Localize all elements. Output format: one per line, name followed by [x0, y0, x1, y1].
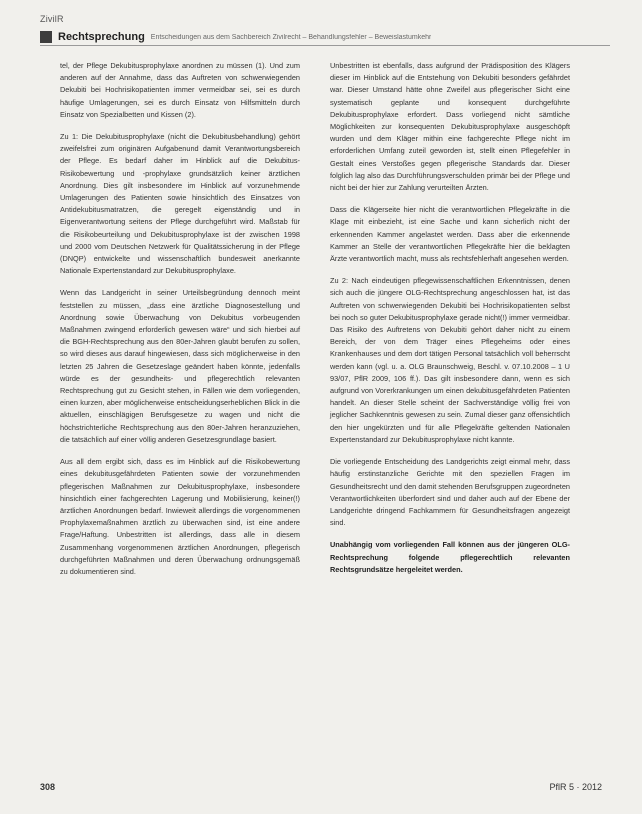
paragraph: Aus all dem ergibt sich, dass es im Hinblick auf die Risikobewertung eines dekubitusgefährdeten Patienten sowie der vorzunehmenden pflegerischen Maßnahmen zur Dekubitusprophylaxe, insbesondere hinsichtlich einer fachgerechten Lagerung und Mobilisierung, keiner(!) ärztlichen Anordnungen bedarf. Inwieweit allerdings die vorgenommenen Prophylaxemaßnahmen ärztlich zu überwachen sind, ist eine andere Frage/Haftung. Unbestritten ist allerdings, dass alle in diesem Zusammenhang vorgenommenen ärztlichen Anordnungen, pflegerisch durchgeführten Maßnahmen und deren Überwachung ordnungsgemäß zu dokumentieren sind.	[60, 457, 300, 576]
paragraph: Wenn das Landgericht in seiner Urteilsbegründung dennoch meint feststellen zu müssen, „dass eine ärztliche Diagnosestellung und Anordnung sowie Überwachung von Dekubitus vorbeugenden Maßnahmen zwingend erforderlich gewesen wäre“ und sich hierbei auf die BGH-Rechtsprechung aus den 80er-Jahren glaubt berufen zu sollen, so wird dieses aus darauf hingewiesen, dass sich möglicherweise in den letzten 25 Jahren die Gesetzeslage geändert haben könnte, jedenfalls würde es der gesundheits- und pflegerechtlich relevanten Rechtsprechung gut zu Gesicht stehen, in Fällen wie dem vorliegenden, einen kurzen, aber möglicherweise entscheidungserheblichen Blick in die aktuellen, einschlägigen Berufsgesetze zu wagen und nicht die höchstrichterliche Rechtsprechung aus den 80er-Jahren heranzuziehen, die tatsächlich auf einer völlig anderen Gesetzesgrundlage basiert.	[60, 288, 300, 444]
header-subtitle: Entscheidungen aus dem Sachbereich Zivilrecht – Behandlungsfehler – Beweislastumkehr	[150, 33, 432, 41]
header-title: Rechtsprechung	[58, 31, 145, 43]
left-column	[60, 60, 300, 588]
paragraph: tel, der Pflege Dekubitusprophylaxe anordnen zu müssen (1). Und zum anderen auf der Annahme, dass das Auftreten von schwerwiegenden Dekubiti bei Hochrisikopatienten immer vermeidbar sei, sei es durch häufige Umlagerungen, sei es durch Einsatz von Hilfsmitteln durch Einsatz von Spezialbetten und Kissen (2).	[60, 61, 300, 119]
page-header	[40, 29, 610, 46]
page-number: 308	[40, 782, 56, 792]
section-label: ZivilR	[40, 14, 64, 24]
journal-citation: PflR 5 · 2012	[549, 782, 602, 792]
page-footer	[40, 782, 612, 794]
paragraph: Unbestritten ist ebenfalls, dass aufgrund der Prädisposition des Klägers dieser im Hinblick auf die Entstehung von Dekubiti besonders gefährdet war. Dieser Umstand hätte ohne Zweifel aus pflegerischer Sicht eine systematisch geplante und konsequent durchgeführte Dekubitusprophylaxe erfordert. Dass vorliegend nicht sämtliche Möglichkeiten zur konsequenten Dekubitusprophylaxe ausgeschöpft wurden und dem Kläger mithin eine fachgerechte Pflege nicht im erforderlichen Umfang zuteil geworden ist, stellt einen Pflegefehler in Gestalt eines Verstoßes gegen pflegerische Standards dar. Dieser folglich lag also das Durchführungsverschulden primär bei der Pflege und nicht bei der hier zur Zahlung verurteilten Ärzten.	[330, 61, 570, 193]
paragraph: Die vorliegende Entscheidung des Landgerichts zeigt einmal mehr, dass häufig erstinstanzliche Gerichte mit den speziellen Fragen im Gesundheitsrecht und den damit stehenden Berufsgruppen zugeordneten Verantwortlichkeiten überfordert sind und daher auch auf der Ebene der Landgerichte dringend Fachkammern für Gesundheitsfragen angezeigt sind.	[330, 457, 570, 528]
header-marker-square	[40, 31, 52, 43]
paragraph-bold: Unabhängig vom vorliegenden Fall können aus der jüngeren OLG-Rechtsprechung folgende pflegerechtlich relevanten Rechtsgrundsätze hergeleitet werden.	[330, 540, 570, 574]
paragraph: Zu 1: Die Dekubitusprophylaxe (nicht die Dekubitusbehandlung) gehört zweifelsfrei zum originären Aufgabenund damit Verantwortungsbereich der Pflege. Es bedarf daher im Hinblick auf die Dekubitus-Risikobewertung und -prophylaxe grundsätzlich keiner ärztlichen Anordnung. Dies gilt insbesondere im Hinblick auf vorzunehmende Umlagerungen des Patienten sowie hinsichtlich des Einsatzes von Antidekubitusmatratzen, die geregelt eigenständig und in Eigenverantwortung seitens der Pflege durchgeführt wird. Maßstab für die Risikobeurteilung und Dekubitusprophylaxe ist der zwischen 1998 und 2000 vom Deutschen Netzwerk für Qualitätssicherung in der Pflege (DNQP) entwickelte und wissenschaftlich bundesweit anerkannte Nationale Expertenstandard zur Dekubitusprophylaxe.	[60, 132, 300, 276]
paragraph: Zu 2: Nach eindeutigen pflegewissenschaftlichen Erkenntnissen, denen sich auch die jüngere OLG-Rechtsprechung angeschlossen hat, ist das Auftreten von schwerwiegenden Dekubiti bei Hochrisikopatienten selbst bei noch so guter Dekubitusprophylaxe gerade nicht(!) immer vermeidbar. Das Risiko des Auftretens von Dekubiti gehört daher nicht zu einem Bereich, der von dem Träger eines Pflegeheims oder eines Krankenhauses und dem dort tätigen Personal tatsächlich voll beherrscht werden kann (vgl. u. a. OLG Braunschweig, Beschl. v. 07.10.2008 – 1 U 93/07, PflR 2009, 106 ff.). Das gilt insbesondere dann, wenn es sich aufgrund von Vorerkrankungen um einen dekubitusgefährdeten Patienten handelt. An dieser Stelle scheint der Sachverständige völlig frei von jeglicher Sachkenntnis gewesen zu sein. Zumal dieser ganz offensichtlich den hier ungekürzten und für alle Pflegekräfte geltenden Nationalen Expertenstandard zur Dekubitusprophylaxe nicht kannte.	[330, 276, 570, 444]
paragraph: Dass die Klägerseite hier nicht die verantwortlichen Pflegekräfte in die Klage mit einbezieht, ist eine Sache und kann sicherlich nicht der erkennenden Kammer angelastet werden. Dass aber die erkennende Kammer an Stelle der verantwortlichen Pflegekräfte hier die beklagten Ärzte verantwortlich macht, muss als rechtsfehlerhaft angesehen werden.	[330, 205, 570, 264]
right-column	[330, 60, 570, 586]
